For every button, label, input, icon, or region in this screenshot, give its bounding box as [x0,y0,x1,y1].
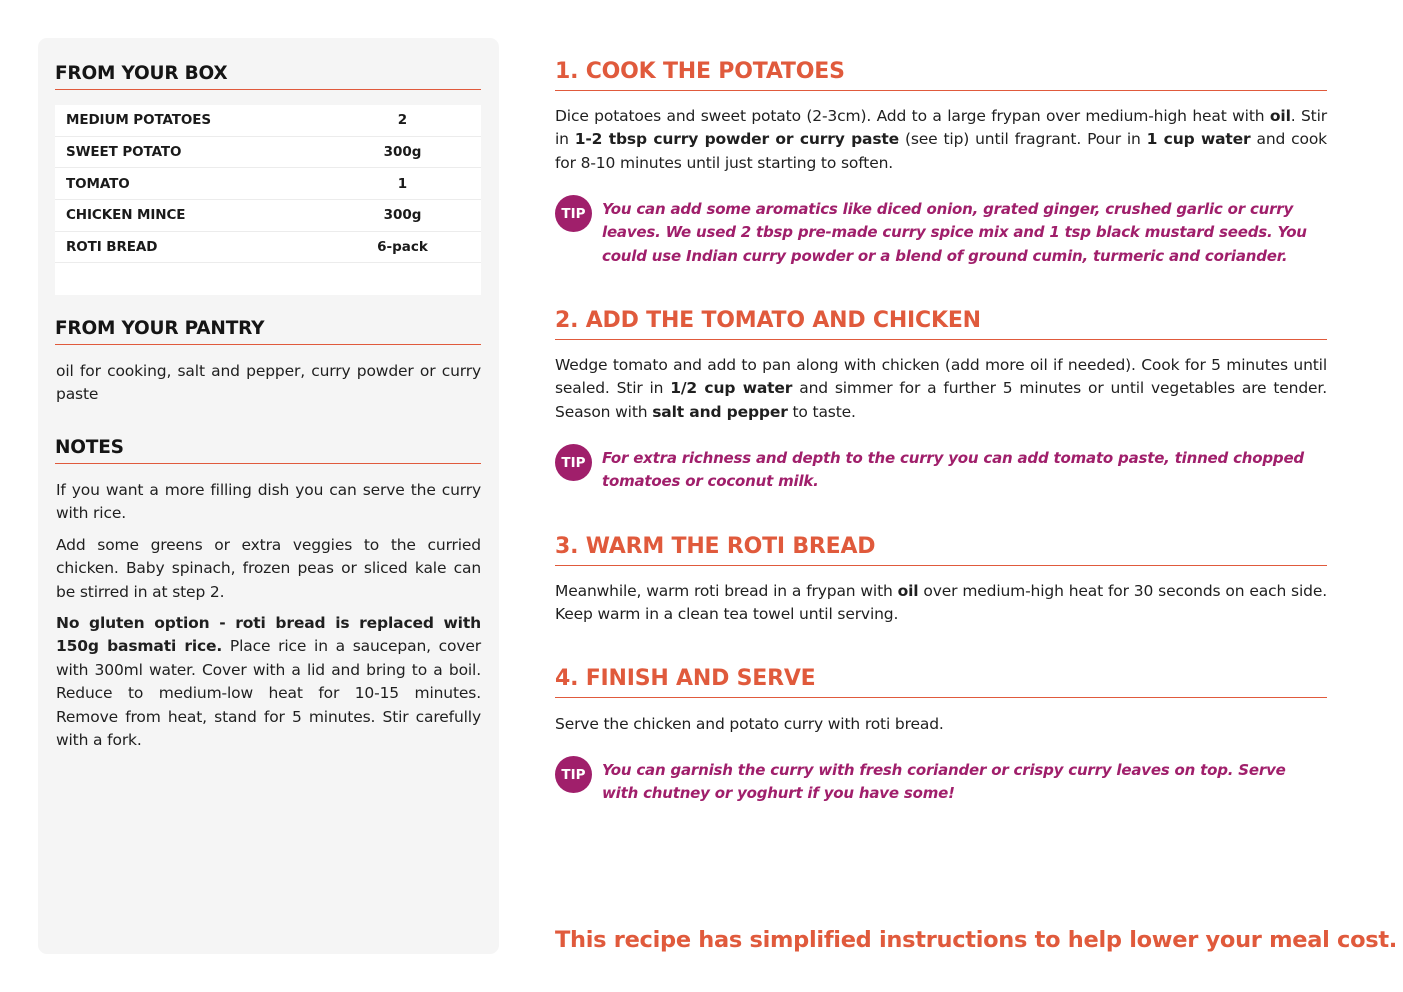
emphasis-text: oil [1269,107,1291,125]
step-text: to taste. [787,402,856,421]
ingredients-table [55,105,481,295]
ingredient-qty: 300g [383,144,422,161]
ingredient-name: CHICKEN MINCE [66,207,186,224]
step-4-title: 4. FINISH AND SERVE [555,666,1327,698]
pantry-text: oil for cooking, salt and pepper, curry powder or curry paste [56,362,481,404]
notes-paragraph: If you want a more filling dish you can serve the curry with rice. [56,481,481,523]
ingredient-qty: 1 [397,175,408,192]
ingredient-name: MEDIUM POTATOES [66,112,212,129]
gluten-free-instructions: Place rice in a saucepan, cover with 300ml water. Cover with a lid and bring to a boil. Reduce to medium-low heat for 10-15 minutes. Remove from heat, stand for 5 minutes. Stir carefully with a fork. [56,637,482,750]
step-text: Meanwhile, warm roti bread in a frypan with [555,582,898,600]
step-4-body [555,713,1327,736]
emphasis-text: oil [897,582,919,600]
step-2-title: 2. ADD THE TOMATO AND CHICKEN [555,308,1327,340]
step-1-title: 1. COOK THE POTATOES [555,59,1327,91]
ingredient-qty: 6-pack [377,239,428,256]
step-2-body [555,354,1327,424]
step-2-tip [555,447,1327,494]
emphasis-text: salt and pepper [652,402,788,421]
emphasis-text: 1 cup water [1146,130,1251,149]
step-text: and simmer for a further 5 minutes or until vegetables are tender. Season with [555,379,1327,421]
step-3-body [555,580,1327,627]
ingredient-name: TOMATO [66,175,130,192]
step-text: (see tip) until fragrant. Pour in [899,130,1147,149]
notes-paragraph: Add some greens or extra veggies to the curried chicken. Baby spinach, frozen peas or sliced kale can be stirred in at step 2. [56,536,481,601]
table-row [55,200,481,232]
step-4-tip [555,759,1327,806]
emphasis-text: 1-2 tbsp curry powder or curry paste [574,130,900,149]
from-your-box-heading: FROM YOUR BOX [55,63,481,90]
notes-paragraph [56,612,481,752]
step-text: Dice potatoes and sweet potato (2-3cm). Add to a large frypan over medium-high heat with [555,107,1270,125]
tip-badge: TIP [555,444,592,481]
tip-text: You can garnish the curry with fresh coriander or crispy curry leaves on top. Serve with chutney or yoghurt if you have some! [602,761,1286,803]
step-3-title: 3. WARM THE ROTI BREAD [555,534,1327,566]
table-row [55,168,481,200]
tip-badge: TIP [555,195,592,232]
step-1-body [555,105,1327,175]
from-your-pantry-heading: FROM YOUR PANTRY [55,318,481,345]
step-1-tip [555,198,1327,268]
footer-note: This recipe has simplified instructions to help lower your meal cost. [555,927,1398,953]
table-row [55,137,481,169]
gluten-free-option: No gluten option - roti bread is replaced with 150g basmati rice. [56,614,481,656]
ingredient-name: ROTI BREAD [66,239,158,256]
step-text: . Stir in [555,107,1327,149]
tip-badge: TIP [555,756,592,793]
ingredient-qty: 300g [383,207,422,224]
tip-text: You can add some aromatics like diced onion, grated ginger, crushed garlic or curry leaves. We used 2 tbsp pre-made curry spice mix and 1 tsp black mustard seeds. You could use Indian curry powder or a blend of ground cumin, turmeric and coriander. [602,200,1307,265]
ingredient-qty: 2 [397,112,408,129]
step-text: over medium-high heat for 30 seconds on each side. Keep warm in a clean tea towel until serving. [555,582,1327,624]
table-row [55,232,481,264]
step-text: and cook for 8-10 minutes until just starting to soften. [555,130,1327,172]
ingredient-name: SWEET POTATO [66,144,182,161]
notes-heading: NOTES [55,437,481,464]
step-text: Serve the chicken and potato curry with roti bread. [555,715,944,733]
tip-text: For extra richness and depth to the curry you can add tomato paste, tinned chopped tomatoes or coconut milk. [602,449,1304,491]
table-row [55,105,481,137]
emphasis-text: 1/2 cup water [670,379,793,398]
step-text: Wedge tomato and add to pan along with chicken (add more oil if needed). Cook for 5 minutes until sealed. Stir in [555,356,1327,398]
ingredients-panel [38,38,499,954]
